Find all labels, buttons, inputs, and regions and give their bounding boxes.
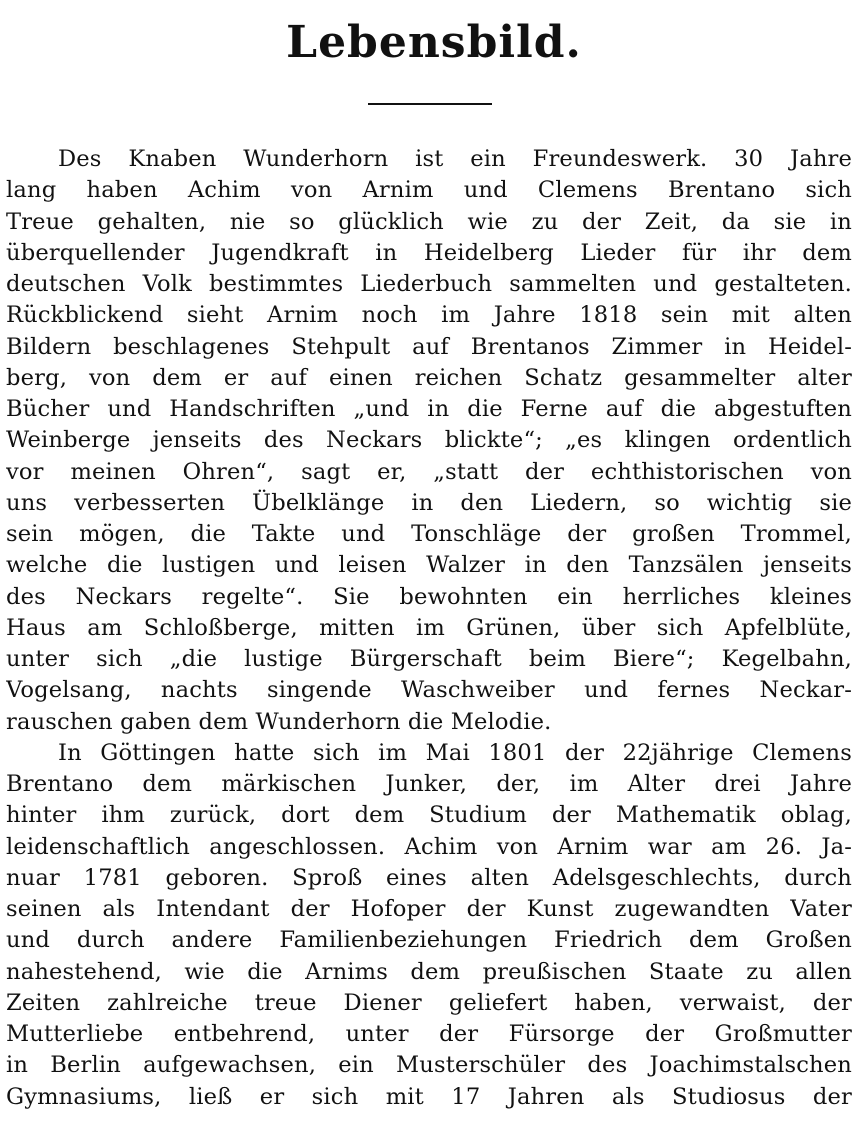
- text-line: und durch andere Familienbeziehungen Friedrich dem Großen: [6, 927, 852, 954]
- text-line: in Berlin aufgewachsen, ein Musterschüler des Joachimstalschen: [6, 1052, 852, 1079]
- text-line: unter sich „die lustige Bürgerschaft beim Biere“; Kegelbahn,: [6, 646, 852, 672]
- text-line: lang haben Achim von Arnim und Clemens Brentano sich: [6, 177, 852, 204]
- text-line: Bildern beschlagenes Stehpult auf Brentanos Zimmer in Heidel-: [6, 333, 852, 360]
- text-line: sein mögen, die Takte und Tonschläge der großen Trommel,: [6, 521, 852, 547]
- text-line: vor meinen Ohren“, sagt er, „statt der echthistorischen von: [6, 458, 852, 485]
- text-line: In Göttingen hatte sich im Mai 1801 der 22jährige Clemens: [58, 739, 852, 766]
- text-line: Mutterliebe entbehrend, unter der Fürsorge der Großmutter: [6, 1021, 852, 1047]
- text-line: Vogelsang, nachts singende Waschweiber und fernes Neckar-: [6, 677, 852, 704]
- text-line: deutschen Volk bestimmtes Liederbuch sammelten und gestalteten.: [6, 271, 852, 297]
- text-line: Treue gehalten, nie so glücklich wie zu der Zeit, da sie in: [6, 208, 852, 235]
- body-text: [6, 144, 852, 1113]
- text-line: rauschen gaben dem Wunderhorn die Melodie.: [6, 708, 552, 735]
- text-line: Rückblickend sieht Arnim noch im Jahre 1818 sein mit alten: [6, 302, 852, 329]
- text-line: überquellender Jugendkraft in Heidelberg Lieder für ihr dem: [6, 239, 852, 266]
- text-line: nuar 1781 geboren. Sproß eines alten Adelsgeschlechts, durch: [6, 864, 852, 891]
- text-line: uns verbesserten Übelklänge in den Liedern, so wichtig sie: [6, 489, 852, 516]
- text-line: Gymnasiums, ließ er sich mit 17 Jahren als Studiosus der: [6, 1083, 852, 1110]
- text-line: Des Knaben Wunderhorn ist ein Freundeswerk. 30 Jahre: [58, 146, 852, 172]
- text-line: seinen als Intendant der Hofoper der Kunst zugewandten Vater: [6, 896, 852, 922]
- text-line: berg, von dem er auf einen reichen Schatz gesammelter alter: [6, 364, 852, 391]
- text-line: leidenschaftlich angeschlossen. Achim von Arnim war am 26. Ja-: [6, 833, 852, 860]
- text-line: welche die lustigen und leisen Walzer in den Tanzsälen jenseits: [6, 552, 852, 579]
- page-title: Lebensbild.: [286, 17, 582, 68]
- text-line: Zeiten zahlreiche treue Diener geliefert haben, verwaist, der: [6, 989, 852, 1016]
- text-line: Brentano dem märkischen Junker, der, im Alter drei Jahre: [6, 771, 852, 797]
- text-line: nahestehend, wie die Arnims dem preußischen Staate zu allen: [6, 958, 852, 985]
- text-line: des Neckars regelte“. Sie bewohnten ein herrliches kleines: [6, 583, 852, 610]
- title-divider: [368, 103, 492, 105]
- text-line: Bücher und Handschriften „und in die Ferne auf die abgestuften: [6, 396, 852, 422]
- paragraph-1: [6, 144, 852, 738]
- paragraph-2: [6, 738, 852, 1113]
- text-line: hinter ihm zurück, dort dem Studium der Mathematik oblag,: [6, 802, 852, 829]
- text-line: Haus am Schloßberge, mitten im Grünen, über sich Apfelblüte,: [6, 614, 852, 641]
- text-line: Weinberge jenseits des Neckars blickte“; „es klingen ordentlich: [6, 427, 852, 454]
